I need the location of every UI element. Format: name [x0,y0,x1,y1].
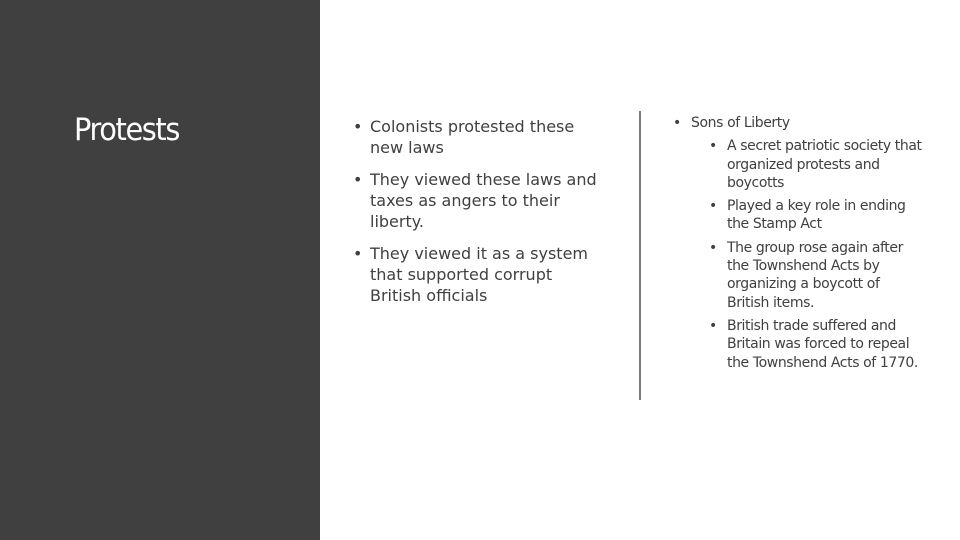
sons-of-liberty-heading: Sons of Liberty [691,115,790,131]
right-bullet-list [672,114,922,377]
column-divider [639,111,641,400]
right-sub-bullet-1: • A secret patriotic society that organized protests and boycotts [727,137,922,192]
right-sub-bullet-2: • Played a key role in ending the Stamp Act [727,197,922,234]
slide-title: Protests [74,112,179,148]
left-bullet-2: • They viewed these laws and taxes as angers to their liberty. [352,169,607,232]
right-bullet-heading [672,114,922,372]
title-panel [0,0,320,540]
right-sub-bullet-list [691,137,922,372]
left-bullet-3: • They viewed it as a system that supported corrupt British officials [352,243,607,306]
left-bullet-list [352,116,607,317]
right-sub-bullet-4: • British trade suffered and Britain was forced to repeal the Townshend Acts of 1770. [727,317,922,372]
left-bullet-1: • Colonists protested these new laws [352,116,607,158]
right-sub-bullet-3: • The group rose again after the Townshend Acts by organizing a boycott of British items. [727,239,922,312]
